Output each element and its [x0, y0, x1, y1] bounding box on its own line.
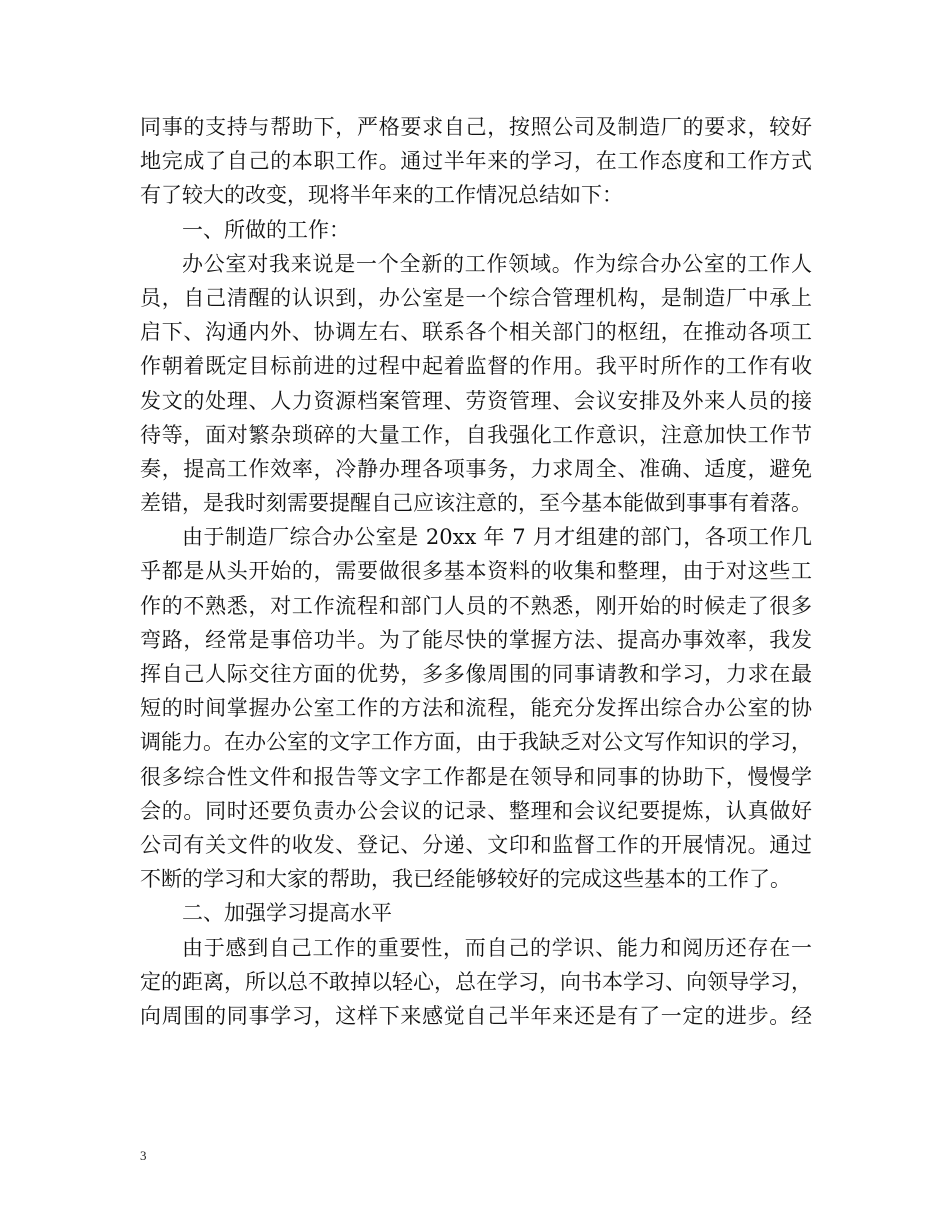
body-text	[140, 110, 812, 1033]
text-line: 公司有关文件的收发、登记、分递、文印和监督工作的开展情况。通过	[140, 832, 812, 857]
text-line: 定的距离，所以总不敢掉以轻心，总在学习，向书本学习、向领导学习，	[140, 969, 812, 994]
text-line: 作的不熟悉，对工作流程和部门人员的不熟悉，刚开始的时候走了很多	[140, 593, 812, 618]
text-line: 奏，提高工作效率，冷静办理各项事务，力求周全、准确、适度，避免	[140, 456, 812, 481]
text-line: 会的。同时还要负责办公会议的记录、整理和会议纪要提炼，认真做好	[140, 798, 812, 823]
text-line: 很多综合性文件和报告等文字工作都是在领导和同事的协助下，慢慢学	[140, 764, 812, 789]
text-line: 作朝着既定目标前进的过程中起着监督的作用。我平时所作的工作有收	[140, 354, 812, 379]
text-line: 待等，面对繁杂琐碎的大量工作，自我强化工作意识，注意加快工作节	[140, 422, 812, 447]
text-line: 员，自己清醒的认识到，办公室是一个综合管理机构，是制造厂中承上	[140, 285, 812, 310]
text-line: 地完成了自己的本职工作。通过半年来的学习，在工作态度和工作方式	[140, 149, 812, 174]
page-number: 3	[140, 1148, 147, 1163]
text-line: 由于感到自己工作的重要性，而自己的学识、能力和阅历还存在一	[182, 935, 812, 960]
text-line: 弯路，经常是事倍功半。为了能尽快的掌握方法、提高办事效率，我发	[140, 627, 812, 652]
text-line: 同事的支持与帮助下，严格要求自己，按照公司及制造厂的要求，较好	[140, 115, 812, 139]
text-line: 挥自己人际交往方面的优势，多多像周围的同事请教和学习，力求在最	[140, 662, 812, 686]
text-line: 由于制造厂综合办公室是 20xx 年 7 月才组建的部门，各项工作几	[182, 525, 812, 550]
text-line: 启下、沟通内外、协调左右、联系各个相关部门的枢纽，在推动各项工	[140, 320, 812, 345]
text-line: 短的时间掌握办公室工作的方法和流程，能充分发挥出综合办公室的协	[140, 696, 812, 721]
text-line: 办公室对我来说是一个全新的工作领域。作为综合办公室的工作人	[182, 251, 812, 276]
text-line: 调能力。在办公室的文字工作方面，由于我缺乏对公文写作知识的学习，	[140, 730, 812, 755]
text-line: 乎都是从头开始的，需要做很多基本资料的收集和整理，由于对这些工	[140, 559, 812, 584]
text-line: 差错，是我时刻需要提醒自己应该注意的，至今基本能做到事事有着落。	[140, 491, 812, 516]
text-line: 不断的学习和大家的帮助，我已经能够较好的完成这些基本的工作了。	[140, 867, 791, 892]
text-line: 一、所做的工作：	[182, 217, 350, 242]
text-line: 二、加强学习提高水平	[182, 901, 392, 926]
text-line: 发文的处理、人力资源档案管理、劳资管理、会议安排及外来人员的接	[140, 388, 812, 413]
text-line: 有了较大的改变，现将半年来的工作情况总结如下：	[140, 183, 623, 208]
text-line: 向周围的同事学习，这样下来感觉自己半年来还是有了一定的进步。经	[140, 1003, 812, 1028]
